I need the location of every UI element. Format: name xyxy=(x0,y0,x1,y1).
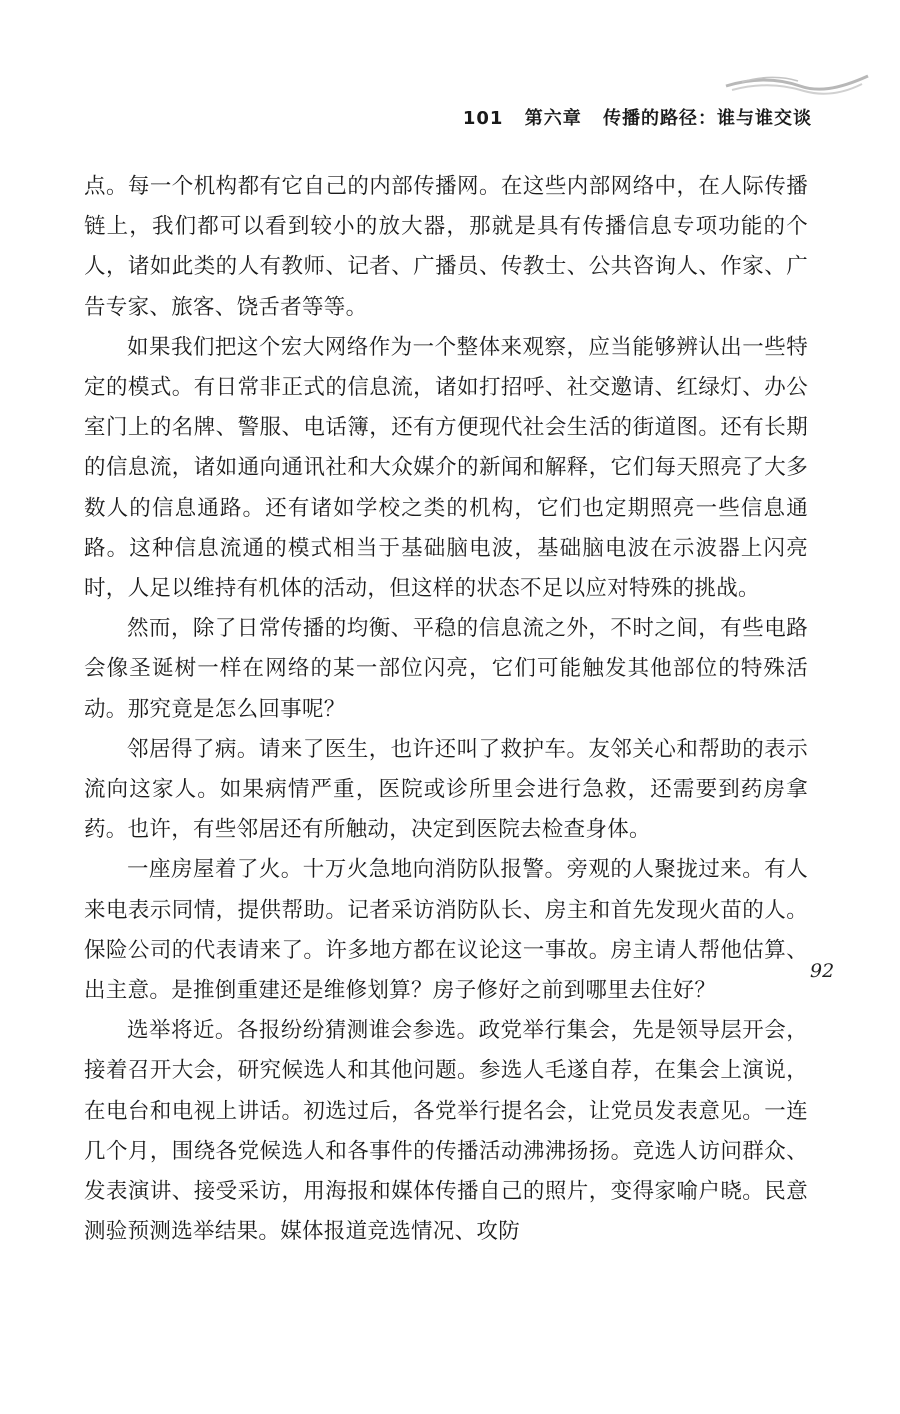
running-head xyxy=(420,104,812,130)
paragraph: 一座房屋着了火。十万火急地向消防队报警。旁观的人聚拢过来。有人来电表示同情，提供帮助。记者采访消防队长、房主和首先发现火苗的人。保险公司的代表请来了。许多地方都在议论这一事故。房主请人帮他估算、出主意。是推倒重建还是维修划算？房子修好之前到哪里去住好？ xyxy=(84,857,808,1004)
paragraph: 点。每一个机构都有它自己的内部传播网。在这些内部网络中，在人际传播链上，我们都可以看到较小的放大器，那就是具有传播信息专项功能的个人，诸如此类的人有教师、记者、广播员、传教士、公共咨询人、作家、广告专家、旅客、饶舌者等等。 xyxy=(84,174,808,320)
paragraph: 选举将近。各报纷纷猜测谁会参选。政党举行集会，先是领导层开会，接着召开大会，研究候选人和其他问题。参选人毛遂自荐，在集会上演说，在电台和电视上讲话。初选过后，各党举行提名会，让党员发表意见。一连几个月，围绕各党候选人和各事件的传播活动沸沸扬扬。竞选人访问群众、发表演讲、接受采访，用海报和媒体传播自己的照片，变得家喻户晓。民意测验预测选举结果。媒体报道竞选情况、攻防 xyxy=(84,1018,808,1245)
body-text xyxy=(84,167,808,1252)
page-number: 101 xyxy=(462,108,504,129)
original-page-number: 92 xyxy=(810,960,835,982)
paragraph: 如果我们把这个宏大网络作为一个整体来观察，应当能够辨认出一些特定的模式。有日常非正式的信息流，诸如打招呼、社交邀请、红绿灯、办公室门上的名牌、警服、电话簿，还有方便现代社会生活的街道图。还有长期的信息流，诸如通向通讯社和大众媒介的新闻和解释，它们每天照亮了大多数人的信息通路。还有诸如学校之类的机构，它们也定期照亮一些信息通路。这种信息流通的模式相当于基础脑电波，基础脑电波在示波器上闪亮时，人足以维持有机体的活动，但这样的状态不足以应对特殊的挑战。 xyxy=(84,334,808,602)
chapter-label: 第六章 xyxy=(524,108,582,129)
paragraph: 邻居得了病。请来了医生，也许还叫了救护车。友邻关心和帮助的表示流向这家人。如果病情严重，医院或诊所里会进行急救，还需要到药房拿药。也许，有些邻居还有所触动，决定到医院去检查身体。 xyxy=(84,736,808,843)
header-ornament-swoosh xyxy=(722,64,872,104)
chapter-title: 传播的路径：谁与谁交谈 xyxy=(603,108,812,129)
paragraph: 然而，除了日常传播的均衡、平稳的信息流之外，不时之间，有些电路会像圣诞树一样在网络的某一部位闪亮，它们可能触发其他部位的特殊活动。那究竟是怎么回事呢？ xyxy=(84,616,808,722)
